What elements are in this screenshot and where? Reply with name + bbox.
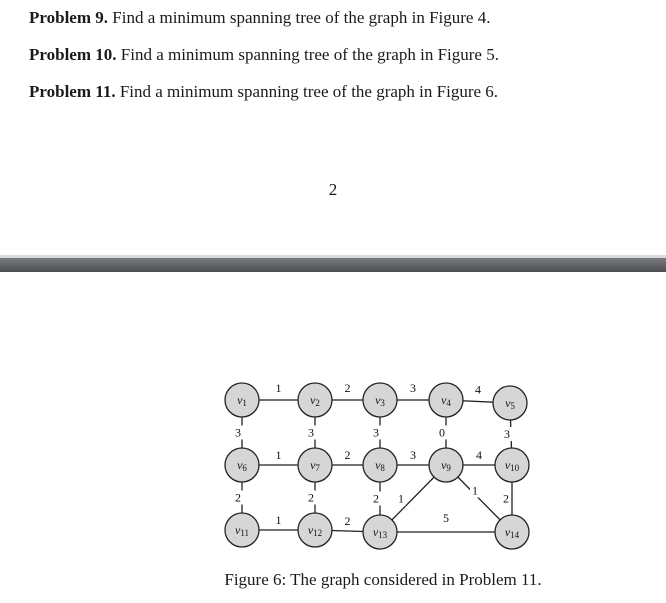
problem-text: Find a minimum spanning tree of the graph in Figure 6. [119, 82, 499, 101]
problem-label: Problem 10. [29, 45, 117, 64]
edge-weight-v11-v12: 1 [275, 513, 282, 527]
node-subscript: 11 [240, 528, 249, 538]
edge-weight-v2-v3: 2 [344, 381, 351, 395]
figure-caption: Figure 6: The graph considered in Problem 11. [224, 570, 542, 589]
node-subscript: 1 [242, 398, 247, 408]
node-v6 [225, 448, 259, 482]
node-v13 [363, 515, 397, 549]
problem-text: Find a minimum spanning tree of the graph in Figure 4. [112, 8, 491, 27]
node-label: $v_3$ [375, 393, 385, 408]
node-label: $v_{14}$ [504, 525, 520, 540]
node-subscript: 12 [313, 528, 323, 538]
nodes-layer [225, 383, 529, 549]
node-v8 [363, 448, 397, 482]
edge-weight-v3-v4: 3 [410, 381, 416, 395]
edge-weight-v12-v13: 2 [344, 514, 351, 528]
node-subscript: 9 [446, 463, 451, 473]
node-v10 [495, 448, 529, 482]
page-separator [0, 258, 666, 272]
problem-text: Find a minimum spanning tree of the graph in Figure 5. [120, 45, 499, 64]
node-label: $v_2$ [310, 393, 320, 408]
node-subscript: 3 [380, 398, 385, 408]
node-label: $v_4$ [441, 393, 451, 408]
node-label: $v_5$ [505, 396, 515, 411]
problem-11 [29, 82, 498, 102]
node-v5 [493, 386, 527, 420]
edge-weight-v8-v13: 2 [373, 491, 379, 506]
node-subscript: 10 [510, 463, 520, 473]
edge-weight-v2-v7: 3 [308, 425, 314, 440]
edge-weight-v13-v14: 5 [443, 511, 449, 525]
node-v7 [298, 448, 332, 482]
node-subscript: 4 [446, 398, 451, 408]
node-label: $v_8$ [375, 458, 385, 473]
node-subscript: 2 [315, 398, 320, 408]
node-label: $v_{11}$ [235, 523, 249, 538]
node-v2 [298, 383, 332, 417]
node-subscript: 5 [510, 401, 515, 411]
edge-weight-v6-v11: 2 [235, 490, 241, 505]
edge-weight-v5-v10: 3 [504, 427, 510, 441]
node-subscript: 8 [380, 463, 385, 473]
problem-label: Problem 11. [29, 82, 116, 101]
edge-weight-v1-v6: 3 [235, 425, 241, 440]
edge-weight-v7-v8: 2 [344, 448, 351, 462]
node-v9 [429, 448, 463, 482]
node-subscript: 7 [315, 463, 320, 473]
node-label: $v_6$ [237, 458, 247, 473]
edge-weight-v6-v7: 1 [275, 448, 282, 462]
edge-weight-v9-v10: 4 [476, 448, 482, 462]
node-subscript: 13 [378, 530, 388, 540]
node-v3 [363, 383, 397, 417]
node-v14 [495, 515, 529, 549]
page-number: 2 [328, 180, 338, 199]
problem-10 [29, 45, 499, 65]
edge-weight-v3-v8: 3 [373, 425, 379, 440]
node-label: $v_1$ [237, 393, 247, 408]
edge-weight-v1-v2: 1 [275, 381, 282, 395]
edge-weight-v9-v14: 1 [472, 483, 478, 498]
edge-weight-v4-v9: 0 [439, 425, 445, 440]
node-label: $v_{12}$ [307, 523, 323, 538]
node-v12 [298, 513, 332, 547]
node-label: $v_{10}$ [504, 458, 520, 473]
edge-weight-v10-v14: 2 [503, 491, 509, 506]
node-v11 [225, 513, 259, 547]
node-subscript: 14 [510, 530, 520, 540]
node-label: $v_7$ [310, 458, 320, 473]
graph-figure [0, 272, 666, 567]
problem-9 [29, 8, 490, 28]
node-label: $v_{13}$ [372, 525, 388, 540]
node-v1 [225, 383, 259, 417]
edge-weight-v4-v5: 4 [475, 382, 481, 397]
edge-weight-v13-v9: 1 [398, 491, 404, 506]
problem-label: Problem 9. [29, 8, 109, 27]
node-label: $v_9$ [441, 458, 451, 473]
edge-weight-v7-v12: 2 [308, 490, 314, 505]
node-subscript: 6 [242, 463, 247, 473]
node-v4 [429, 383, 463, 417]
edge-weight-v8-v9: 3 [410, 448, 416, 462]
